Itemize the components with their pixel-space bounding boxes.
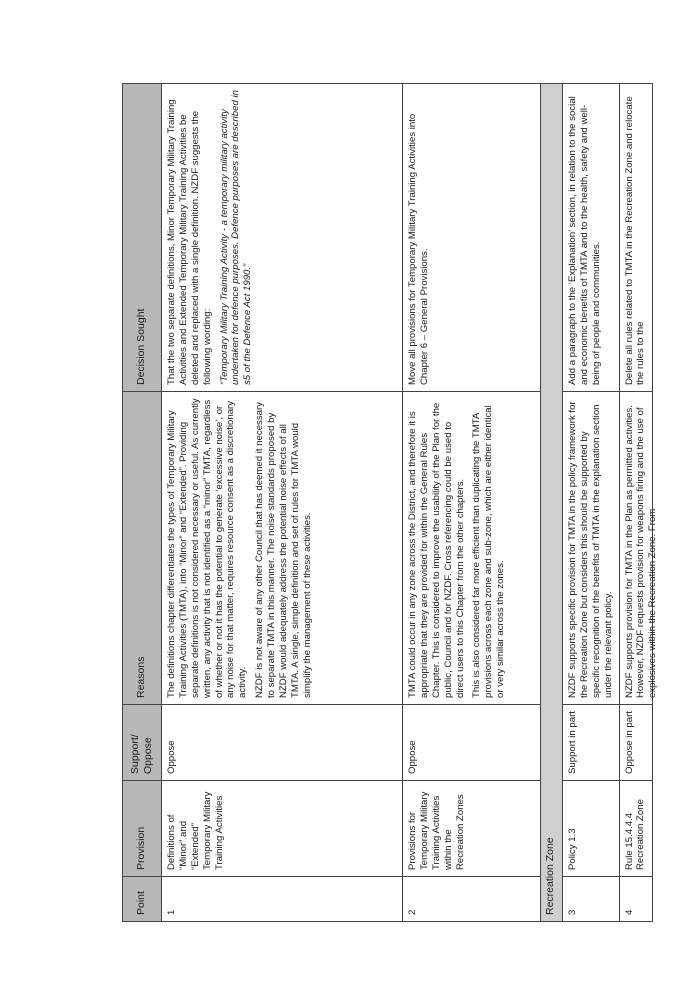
decision-cell [403,84,541,392]
point-number: 2 [403,877,541,922]
section-heading-recreation-zone: Recreation Zone [541,84,563,922]
provision-cell: Definitions of “Minor” and “Extended” Temporary Military Training Activities [162,781,403,877]
decision-quote: “Temporary Military Training Activity - a temporary military activity undertaken for defence purposes. Defence purposes are described in s5 of the Defence Act 1990.” [218,90,254,385]
table-header-row [123,84,162,922]
reasons-paragraph: The definitions chapter differentiates the types of Temporary Military Training Activities (TMTA), into “Minor” and “Extended”. Providing separate definitions is not considered necessary or useful. As currently written, any activity that is not identified as a “minor” TMTA, regardless of whether or not it has the potential to generate ‘excessive noise’, or any noise for that matter, requires resource consent as a discretionary activity. [166,398,249,698]
support-oppose-cell: Oppose [162,705,403,781]
provision-cell: Policy 1.3 [563,781,620,877]
point-number: 4 [619,877,652,922]
header-decision-sought: Decision Sought [123,84,162,392]
support-oppose-cell: Oppose [403,705,541,781]
decision-paragraph: Move all provisions for Temporary Military Training Activities into Chapter 6 – General Provisions. [407,113,430,385]
reasons-paragraph: NZDF supports provision for TMTA in the Plan as permitted activities. However, NZDF requests provision for weapons firing and the use of explosives within the Recreation Zone. From [623,405,659,698]
reasons-paragraph: TMTA could occur in any zone across the District, and therefore it is appropriate that they are provided for within the General Rules Chapter. This is considered to improve the usability of the Plan for the public, Council and for NZDF. Cross referencing could be used to direct users to this Chapter from the other chapters. [407,402,466,698]
decision-paragraph: Delete all rules related to TMTA in the Recreation Zone and relocate the rules to the [623,96,647,385]
provision-cell: Rule 15.4.4.4 Recreation Zone [619,781,652,877]
decision-paragraph: That the two separate definitions, Minor Temporary Military Training Activities and Extended Temporary Military Training Activities be deleted and replaced with a single definition. NZDF suggests the following wording: [166,99,213,385]
table-row [619,84,652,922]
reasons-paragraph: This is also considered far more efficient than duplicating the TMTA provisions across each zone and sub-zone, which are either identical or very similar across the zones. [471,405,507,698]
decision-cell [162,84,403,392]
header-point: Point [123,877,162,922]
support-oppose-cell: Oppose in part [619,705,652,781]
reasons-cell [403,392,541,705]
header-provision: Provision [123,781,162,877]
header-support-oppose: Support/ Oppose [123,705,162,781]
section-row [541,84,563,922]
table-row [403,84,541,922]
decision-cell [619,84,652,392]
reasons-paragraph: NZDF is not aware of any other Council that has deemed it necessary to separate TMTA in this manner. The noise standards proposed by NZDF would adequately address the potential noise effects of all TMTA. A single, simple definition and set of rules for TMTA would simplify the management of these activities. [254,402,313,698]
decision-clip [624,90,648,385]
submission-table [122,83,659,922]
rotated-page [122,84,670,922]
reasons-paragraph: NZDF supports specific provision for TMTA in the policy framework for the Recreation Zone but considers this should be supported by specific recognition of the benefits of TMTA in the explanation section under the relevant policy. [567,401,614,698]
reasons-cell [162,392,403,705]
provision-cell: Provisions for Temporary Military Training Activities within the Recreation Zones [403,781,541,877]
table-row [162,84,403,922]
header-reasons: Reasons [123,392,162,705]
reasons-cell [619,392,659,705]
support-oppose-cell: Support in part [563,705,620,781]
decision-paragraph: Add a paragraph to the ‘Explanation’ section, in relation to the social and economic benefits of TMTA and to the health, safety and well-being of people and communities. [567,96,602,385]
decision-cell [563,84,620,392]
reasons-cell [563,392,620,705]
point-number: 1 [162,877,403,922]
point-number: 3 [563,877,620,922]
reasons-clip [623,398,659,698]
table-row [563,84,620,922]
